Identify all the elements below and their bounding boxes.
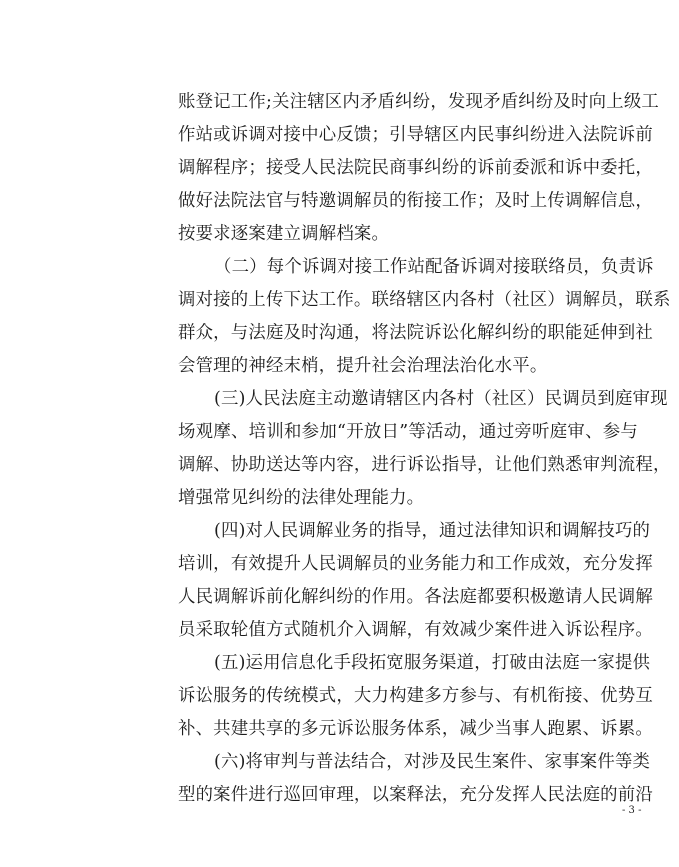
text-line: 诉讼服务的传统模式，大力构建多方参与、有机衔接、优势互 [178, 686, 653, 706]
text-line: 员采取轮值方式随机介入调解，有效减少案件进入诉讼程序。 [178, 620, 653, 640]
text-line: 人民调解诉前化解纠纷的作用。各法庭都要积极邀请人民调解 [178, 587, 653, 607]
text-line: 调解、协助送达等内容，进行诉讼指导，让他们熟悉审判流程， [178, 455, 671, 475]
text-line: 调解程序；接受人民法院民商事纠纷的诉前委派和诉中委托， [178, 158, 653, 178]
text-line: 会管理的神经末梢，提升社会治理法治化水平。 [178, 356, 548, 376]
text-line: 型的案件进行巡回审理，以案释法，充分发挥人民法庭的前沿 [178, 785, 653, 805]
text-line: 作站或诉调对接中心反馈；引导辖区内民事纠纷进入法院诉前 [178, 125, 653, 145]
text-line: 群众，与法庭及时沟通，将法院诉讼化解纠纷的职能延伸到社 [178, 323, 653, 343]
text-line: 调对接的上传下达工作。联络辖区内各村（社区）调解员，联系 [178, 290, 671, 310]
paragraph-first-line: (四)对人民调解业务的指导，通过法律知识和调解技巧的 [214, 521, 651, 541]
page-number: - 3 - [622, 805, 642, 816]
text-line: 按要求逐案建立调解档案。 [178, 224, 390, 244]
paragraph-first-line: (五)运用信息化手段拓宽服务渠道，打破由法庭一家提供 [214, 653, 651, 673]
text-line: 场观摩、培训和参加“开放日”等活动，通过旁听庭审、参与 [178, 422, 638, 442]
text-line: 做好法院法官与特邀调解员的衔接工作；及时上传调解信息， [178, 191, 653, 211]
text-line: 账登记工作;关注辖区内矛盾纠纷，发现矛盾纠纷及时向上级工 [178, 92, 660, 112]
paragraph-first-line: (三)人民法庭主动邀请辖区内各村（社区）民调员到庭审现 [214, 389, 668, 409]
text-line: 培训，有效提升人民调解员的业务能力和工作成效，充分发挥 [178, 554, 653, 574]
text-line: 补、共建共享的多元诉讼服务体系，减少当事人跑累、诉累。 [178, 719, 653, 739]
paragraph-first-line: (六)将审判与普法结合，对涉及民生案件、家事案件等类 [214, 752, 651, 772]
paragraph-first-line: （二）每个诉调对接工作站配备诉调对接联络员，负责诉 [214, 257, 654, 277]
text-line: 增强常见纠纷的法律处理能力。 [178, 488, 425, 508]
